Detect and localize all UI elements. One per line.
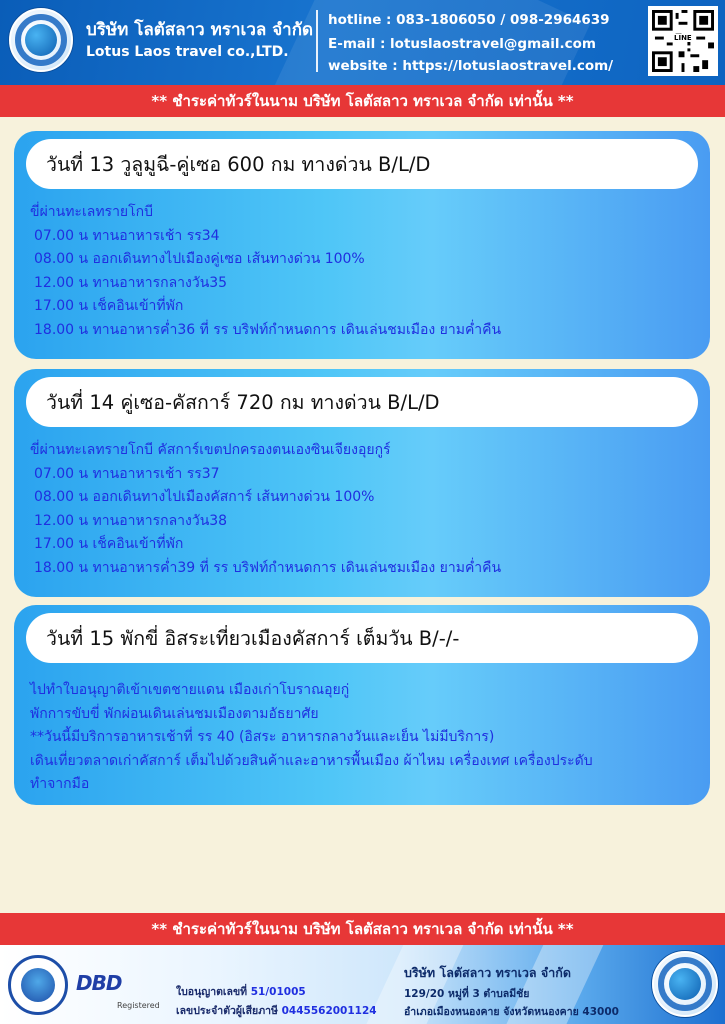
itinerary-line: พักการขับขี่ พักผ่อนเดินเล่นชมเมืองตามอัธยาศัย	[30, 705, 319, 722]
tax-info	[176, 1002, 377, 1019]
email-text[interactable]: E-mail : lotuslaostravel@gmail.com	[328, 36, 596, 52]
itinerary-line: เดินเที่ยวตลาดเก่าคัสการ์ เต็มไปด้วยสินค้าและอาหารพื้นเมือง ผ้าไหม เครื่องเทศ เครื่องประดับ	[30, 752, 593, 769]
itinerary-line: 08.00 น ออกเดินทางไปเมืองคู่เซอ เส้นทางด่วน 100%	[34, 251, 365, 268]
tax-id-label: เลขประจำตัวผู้เสียภาษี	[176, 1005, 278, 1017]
itinerary-line: **วันนี้มีบริการอาหารเช้าที่ รร 40 (อิสระ อาหารกลางวันและเย็น ไม่มีบริการ)	[30, 729, 495, 746]
payment-notice-top: ** ชำระค่าทัวร์ในนาม บริษัท โลตัสลาว ทราเวล จำกัด เท่านั้น **	[0, 85, 725, 117]
day-itinerary	[30, 201, 700, 343]
company-logo	[9, 8, 73, 72]
day-itinerary	[30, 679, 700, 797]
registered-mark: Registered	[117, 1001, 160, 1010]
company-name-english: Lotus Laos travel co.,LTD.	[86, 44, 289, 60]
itinerary-line: 12.00 น ทานอาหารกลางวัน38	[34, 512, 228, 529]
tat-license-logo	[8, 955, 68, 1015]
company-logo-footer	[652, 951, 718, 1017]
footer-address-line-2: อำเภอเมืองหนองคาย จังหวัดหนองคาย 43000	[404, 1006, 619, 1018]
day-card-13	[14, 131, 710, 359]
license-info	[176, 983, 306, 1000]
payment-notice-bottom: ** ชำระค่าทัวร์ในนาม บริษัท โลตัสลาว ทราเวล จำกัด เท่านั้น **	[0, 913, 725, 945]
globe-icon	[25, 24, 57, 56]
day-title: วันที่ 14 คู่เซอ-คัสการ์ 720 กม ทางด่วน B/L/D	[26, 377, 698, 427]
footer-address-line-1: 129/20 หมู่ที่ 3 ตำบลมีชัย	[404, 988, 530, 1000]
day-itinerary	[30, 439, 700, 581]
itinerary-line: 12.00 น ทานอาหารกลางวัน35	[34, 274, 228, 291]
footer-company-name: บริษัท โลตัสลาว ทราเวล จำกัด	[404, 965, 571, 980]
globe-icon	[669, 968, 701, 1000]
itinerary-line: 07.00 น ทานอาหารเช้า รร34	[34, 227, 220, 244]
license-label: ใบอนุญาตเลขที่	[176, 986, 248, 998]
itinerary-line: ขี่ผ่านทะเลทรายโกบี คัสการ์เขตปกครองตนเองซินเจียงอุยกูร์	[30, 442, 391, 458]
tax-id-number: 0445562001124	[281, 1005, 377, 1017]
qr-line-label: LINE	[674, 34, 692, 42]
license-number: 51/01005	[250, 986, 306, 998]
company-name-thai: บริษัท โลตัสลาว ทราเวล จำกัด	[86, 20, 314, 40]
page-header	[0, 0, 725, 85]
itinerary-line: ขี่ผ่านทะเลทรายโกบี	[30, 204, 154, 220]
itinerary-line: ทำจากมือ	[30, 776, 90, 793]
line-qr-code[interactable]	[648, 6, 718, 76]
hotline-text: hotline : 083-1806050 / 098-2964639	[328, 12, 610, 28]
dbd-logo-text: DBD	[76, 971, 122, 995]
itinerary-line: 07.00 น ทานอาหารเช้า รร37	[34, 465, 220, 482]
header-divider	[316, 10, 318, 72]
page-footer	[0, 945, 725, 1024]
day-title: วันที่ 13 วูลูมูฉี-คู่เซอ 600 กม ทางด่วน B/L/D	[26, 139, 698, 189]
tat-emblem-icon	[21, 968, 55, 1002]
website-link[interactable]: website : https://lotuslaostravel.com/	[328, 58, 614, 74]
itinerary-line: ไปทำใบอนุญาติเข้าเขตชายแดน เมืองเก่าโบราณอุยกู่	[30, 682, 350, 698]
day-title: วันที่ 15 พักขี่ อิสระเที่ยวเมืองคัสการ์ เต็มวัน B/-/-	[26, 613, 698, 663]
itinerary-line: 18.00 น ทานอาหารค่ำ39 ที่ รร บริฟท์กำหนดการ เดินเล่นชมเมือง ยามค่ำคืน	[34, 559, 502, 576]
day-card-14	[14, 369, 710, 597]
dbd-logo	[76, 971, 121, 995]
itinerary-line: 08.00 น ออกเดินทางไปเมืองคัสการ์ เส้นทางด่วน 100%	[34, 489, 375, 506]
itinerary-line: 17.00 น เช็คอินเข้าที่พัก	[34, 536, 184, 553]
itinerary-line: 18.00 น ทานอาหารค่ำ36 ที่ รร บริฟท์กำหนดการ เดินเล่นชมเมือง ยามค่ำคืน	[34, 321, 502, 338]
day-card-15	[14, 605, 710, 805]
itinerary-line: 17.00 น เช็คอินเข้าที่พัก	[34, 298, 184, 315]
